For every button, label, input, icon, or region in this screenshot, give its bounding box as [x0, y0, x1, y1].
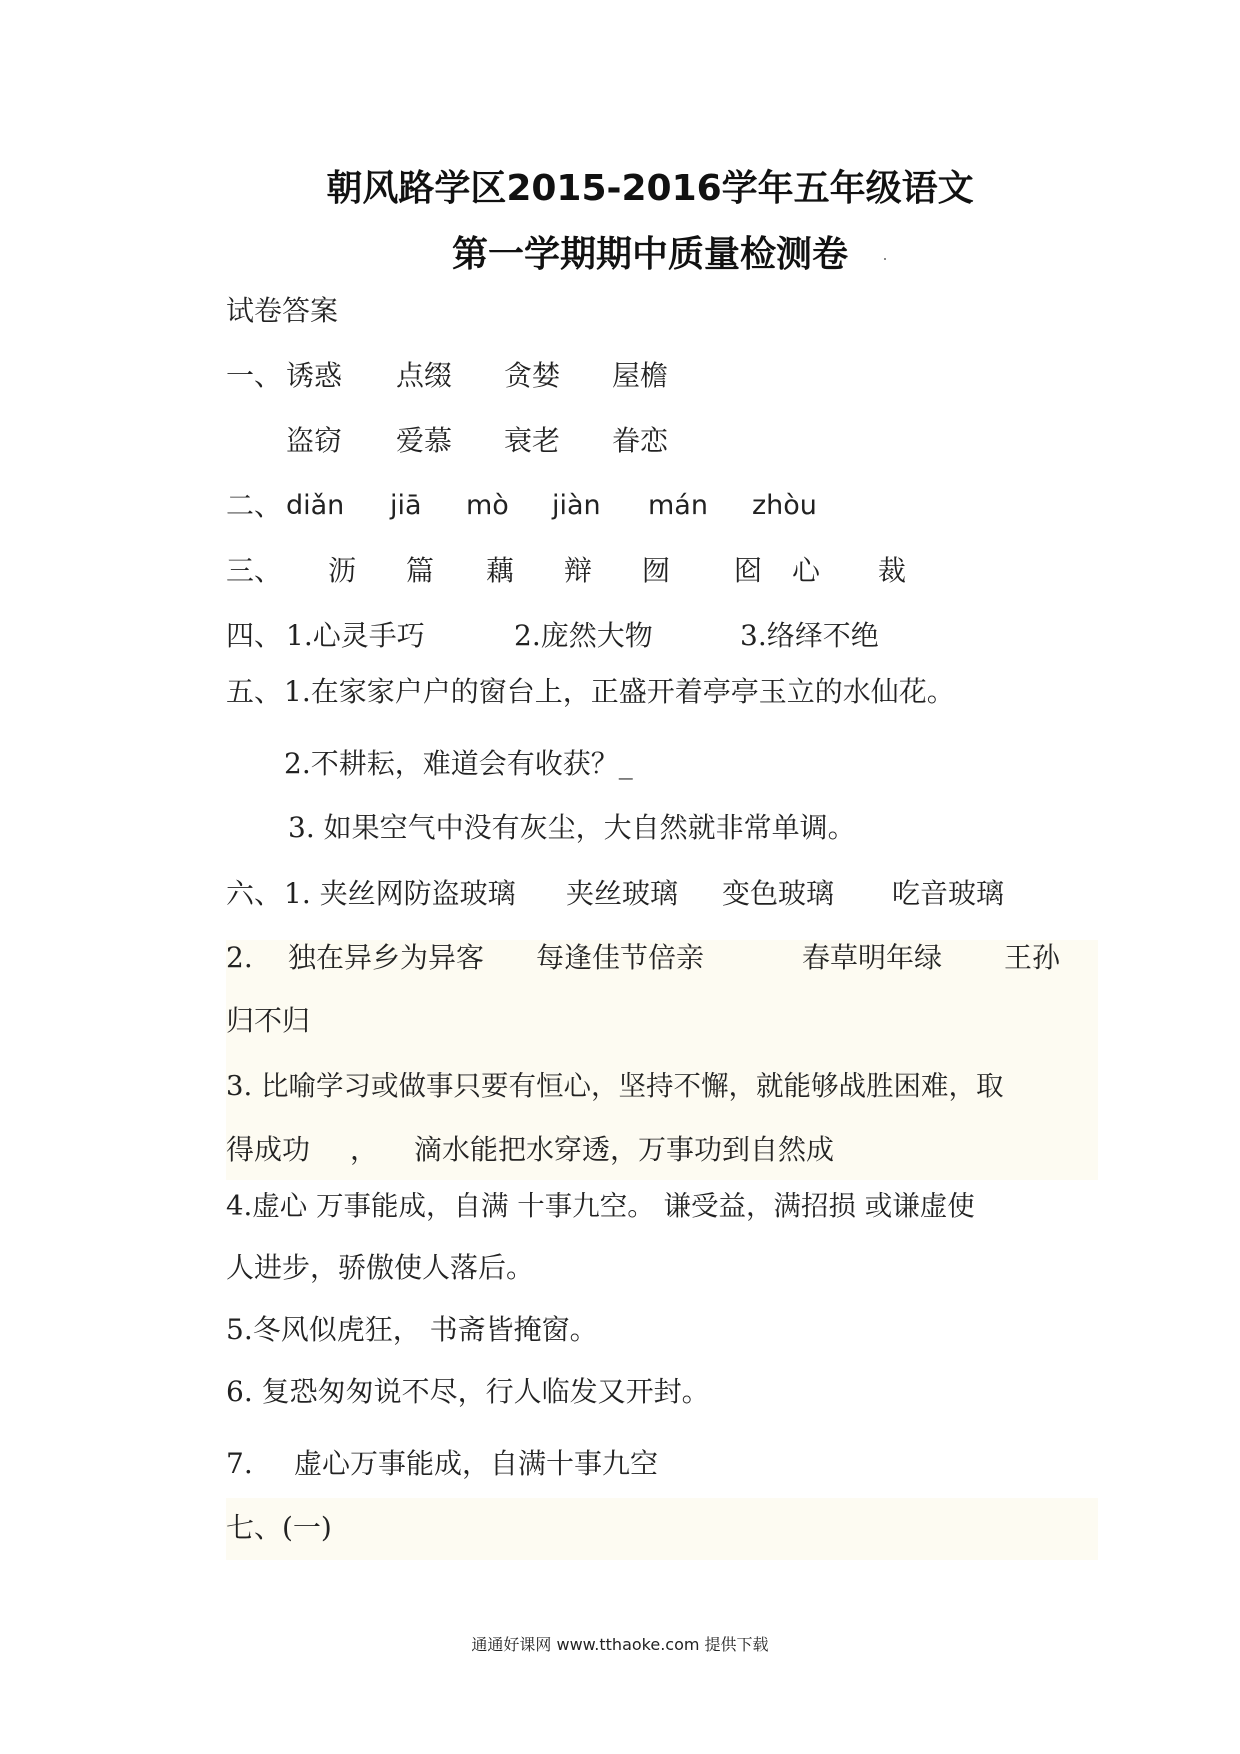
q6-item6: 6. 复恐匆匆说不尽，行人临发又开封。	[226, 1375, 710, 1408]
q6-item4-line1: 4.虚心 万事能成，自满 十事九空。 谦受益，满招损 或谦虚使	[226, 1190, 975, 1222]
q2-pinyin: mán	[648, 490, 708, 521]
q4-item: 1.心灵手巧	[286, 619, 425, 652]
q7-heading: 七、(一)	[226, 1511, 332, 1544]
q6-item3-line2	[226, 1130, 1106, 1170]
q1-word: 眷恋	[612, 424, 669, 457]
q3-char: 囵	[734, 554, 763, 587]
q6-item3-part: 滴水能把水穿透，万事功到自然成	[414, 1133, 835, 1166]
q6-item3-part: ，	[350, 1133, 379, 1166]
q5-item: 3. 如果空气中没有灰尘，大自然就非常单调。	[288, 811, 856, 844]
q1-word: 诱惑	[286, 359, 343, 392]
q1-word: 屋檐	[612, 359, 669, 392]
q3-label: 三、	[226, 554, 283, 587]
q2-pinyin: jiā	[390, 490, 422, 521]
q6-row-1	[226, 874, 1126, 914]
q6-item2-part: 春草明年绿	[802, 941, 943, 974]
q4-item: 2.庞然大物	[514, 619, 653, 652]
q1-row-2	[226, 421, 1126, 461]
q5-row-1	[226, 672, 1126, 712]
q6-item2-part: 独在异乡为异客	[288, 941, 485, 974]
q6-item-2	[226, 938, 1106, 978]
q6-item5: 5.冬风似虎狂， 书斋皆掩窗。	[226, 1313, 598, 1346]
q2-row	[226, 486, 1126, 526]
q3-char: 篇	[406, 554, 435, 587]
q6-item2-num: 2.	[226, 941, 253, 974]
q3-char: 心	[792, 554, 821, 587]
q2-label: 二、	[226, 489, 283, 522]
q6-item-7	[226, 1444, 1106, 1484]
q2-pinyin: diǎn	[286, 490, 345, 521]
q6-label: 六、	[226, 877, 283, 910]
q5-item: 2.不耕耘，难道会有收获？_	[284, 747, 633, 780]
q6-item: 变色玻璃	[722, 877, 835, 910]
q6-item2-continuation: 归不归	[226, 1004, 311, 1037]
page-title-line-2: 第一学期期中质量检测卷	[451, 234, 848, 275]
q6-item3-line1: 3. 比喻学习或做事只要有恒心，坚持不懈，就能够战胜困难，取	[226, 1070, 1004, 1102]
stray-dot	[884, 258, 886, 260]
q1-row-1	[226, 356, 1126, 396]
footer-source: 通通好课网 www.tthaoke.com 提供下载	[471, 1635, 769, 1654]
q6-item4-line2: 人进步，骄傲使人落后。	[226, 1251, 535, 1284]
q3-char: 藕	[486, 554, 515, 587]
q4-label: 四、	[226, 619, 283, 652]
q3-char: 裁	[878, 554, 907, 587]
q2-pinyin: zhòu	[752, 490, 817, 521]
q1-label: 一、	[226, 359, 283, 392]
q6-item3-part: 得成功	[226, 1133, 311, 1166]
page-title-line-1: 朝风路学区2015-2016学年五年级语文	[326, 168, 974, 209]
q6-item2-part: 王孙	[1004, 941, 1061, 974]
q1-word: 盗窃	[286, 424, 343, 457]
q1-word: 衰老	[504, 424, 561, 457]
q6-item7-num: 7.	[226, 1447, 253, 1480]
highlight-band	[226, 1498, 1098, 1560]
q6-item: 1. 夹丝网防盗玻璃	[284, 877, 516, 910]
q5-label: 五、	[226, 675, 283, 708]
q3-char: 囫	[642, 554, 671, 587]
q4-row	[226, 616, 1126, 656]
answer-key-heading: 试卷答案	[226, 294, 339, 327]
q2-pinyin: mò	[466, 490, 509, 521]
q4-item: 3.络绎不绝	[740, 619, 879, 652]
q3-char: 沥	[328, 554, 357, 587]
q1-word: 爱慕	[396, 424, 453, 457]
q5-item: 1.在家家户户的窗台上，正盛开着亭亭玉立的水仙花。	[284, 675, 955, 708]
q6-item7-text: 虚心万事能成，自满十事九空	[294, 1447, 659, 1480]
q6-item: 夹丝玻璃	[566, 877, 679, 910]
q2-pinyin: jiàn	[552, 490, 601, 521]
q3-row	[226, 551, 1126, 591]
q1-word: 点缀	[396, 359, 453, 392]
q6-item2-part: 每逢佳节倍亲	[536, 941, 705, 974]
q1-word: 贪婪	[504, 359, 561, 392]
q6-item: 吃音玻璃	[892, 877, 1005, 910]
q3-char: 辩	[564, 554, 593, 587]
